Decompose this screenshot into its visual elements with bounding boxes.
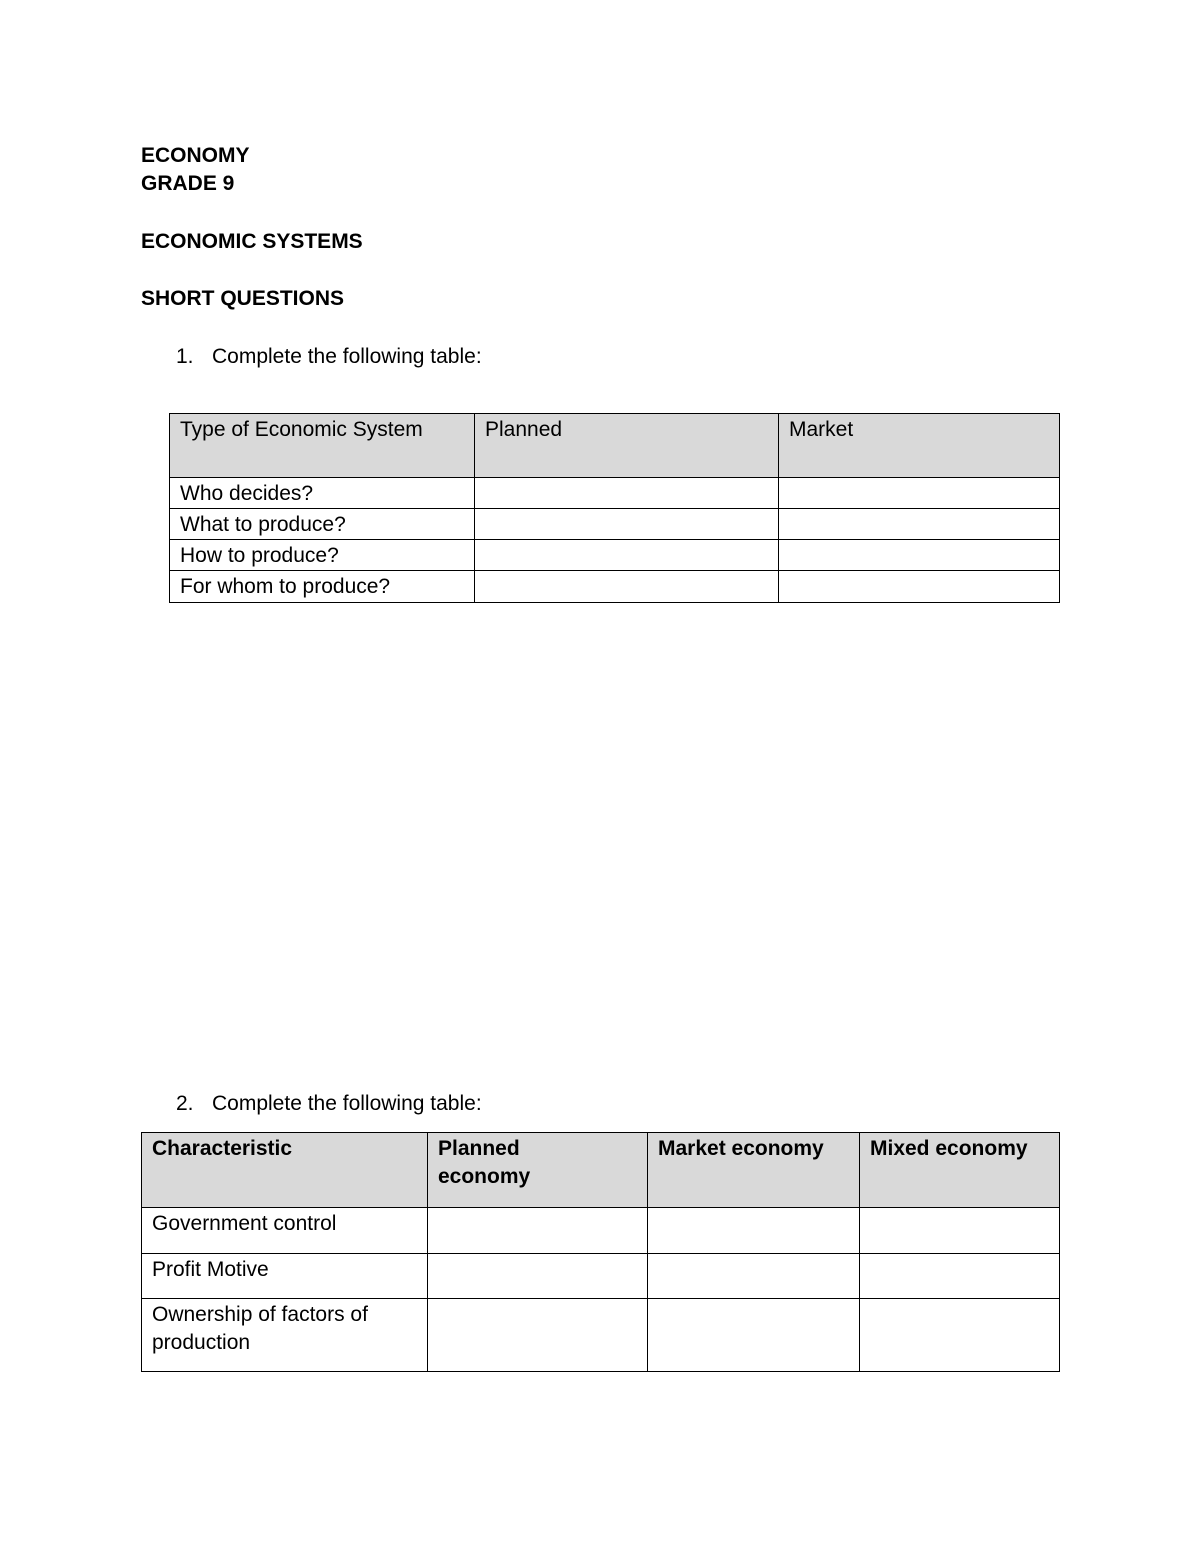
answer-cell[interactable]: [779, 509, 1060, 540]
header-cell: Mixed economy: [860, 1133, 1060, 1208]
question-1-number: 1.: [176, 345, 194, 368]
header-cell: Type of Economic System: [170, 414, 475, 478]
answer-cell[interactable]: [475, 571, 779, 603]
answer-cell[interactable]: [428, 1254, 648, 1299]
header-cell: Planned: [475, 414, 779, 478]
answer-cell[interactable]: [779, 571, 1060, 603]
answer-cell[interactable]: [648, 1254, 860, 1299]
table-header-row: [142, 1133, 1060, 1208]
row-label: What to produce?: [170, 509, 475, 540]
table-row: [170, 540, 1060, 571]
question-2-number: 2.: [176, 1092, 194, 1115]
header-cell: Market economy: [648, 1133, 860, 1208]
answer-cell[interactable]: [475, 478, 779, 509]
table-row: [142, 1254, 1060, 1299]
row-label: For whom to produce?: [170, 571, 475, 603]
answer-cell[interactable]: [428, 1299, 648, 1372]
characteristics-table: [141, 1132, 1060, 1372]
row-label: How to produce?: [170, 540, 475, 571]
grade-title: GRADE 9: [141, 172, 235, 195]
header-cell: Characteristic: [142, 1133, 428, 1208]
topic-title: ECONOMIC SYSTEMS: [141, 230, 363, 253]
header-cell: Planned economy: [428, 1133, 648, 1208]
header-cell: Market: [779, 414, 1060, 478]
question-2-text: Complete the following table:: [212, 1092, 482, 1115]
table-header-row: [170, 414, 1060, 478]
section-title: SHORT QUESTIONS: [141, 287, 345, 310]
row-label: Government control: [142, 1208, 428, 1254]
row-label: Profit Motive: [142, 1254, 428, 1299]
answer-cell[interactable]: [648, 1208, 860, 1254]
economic-system-table: [169, 413, 1060, 603]
question-1-text: Complete the following table:: [212, 345, 482, 368]
row-label: Who decides?: [170, 478, 475, 509]
question-2: [176, 1091, 482, 1117]
answer-cell[interactable]: [860, 1299, 1060, 1372]
answer-cell[interactable]: [860, 1254, 1060, 1299]
answer-cell[interactable]: [779, 478, 1060, 509]
row-label: Ownership of factors of production: [142, 1299, 428, 1372]
answer-cell[interactable]: [428, 1208, 648, 1254]
table-row: [170, 571, 1060, 603]
table-row: [170, 478, 1060, 509]
question-1: [176, 344, 482, 370]
answer-cell[interactable]: [475, 509, 779, 540]
answer-cell[interactable]: [779, 540, 1060, 571]
table-row: [142, 1208, 1060, 1254]
answer-cell[interactable]: [475, 540, 779, 571]
subject-title: ECONOMY: [141, 144, 250, 167]
table-row: [170, 509, 1060, 540]
answer-cell[interactable]: [860, 1208, 1060, 1254]
table-row: [142, 1299, 1060, 1372]
answer-cell[interactable]: [648, 1299, 860, 1372]
